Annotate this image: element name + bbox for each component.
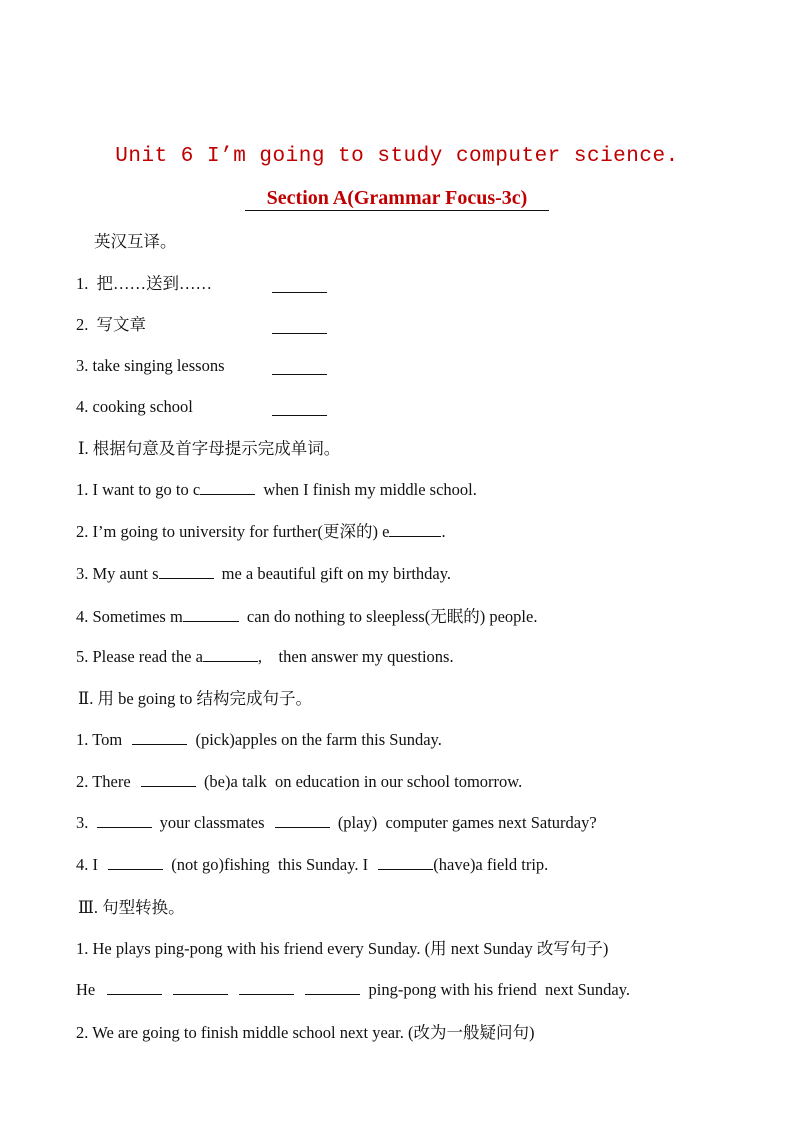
section-2-heading: Ⅱ. 用 be going to 结构完成句子。	[78, 689, 312, 708]
section-1-question-2	[76, 521, 446, 543]
answer-blank[interactable]	[97, 812, 152, 828]
page-subtitle	[0, 187, 794, 210]
intro-instruction: 英汉互译。	[94, 232, 177, 251]
section-3-question-1: 1. He plays ping-pong with his friend every Sunday. (用 next Sunday 改写句子)	[76, 939, 609, 958]
answer-blank[interactable]	[132, 729, 187, 745]
section-2-question-3	[76, 812, 597, 834]
translate-item-3	[76, 355, 225, 377]
section-1-question-4	[76, 606, 537, 628]
question-text: 4. I	[76, 855, 103, 874]
answer-blank[interactable]	[173, 979, 228, 995]
answer-blank[interactable]	[378, 854, 433, 870]
question-text: 2. I’m going to university for further(更深的) e	[76, 522, 390, 541]
section-1-question-3	[76, 563, 451, 585]
item-text: take singing lessons	[92, 356, 225, 375]
page-title: Unit 6 I’m going to study computer science.	[115, 145, 679, 168]
section-1-question-1	[76, 479, 477, 501]
answer-blank[interactable]	[305, 979, 360, 995]
question-text: 1. Tom	[76, 730, 127, 749]
question-text: 1. I want to go to c	[76, 480, 201, 499]
item-number: 2.	[76, 315, 89, 334]
section-2-question-4	[76, 854, 548, 876]
answer-blank[interactable]	[272, 359, 327, 375]
question-text: (be)a talk on education in our school tomorrow.	[199, 772, 523, 791]
item-text: cooking school	[92, 397, 193, 416]
answer-blank[interactable]	[272, 400, 327, 416]
item-number: 3.	[76, 356, 89, 375]
answer-blank[interactable]	[200, 479, 255, 495]
section-2-question-1	[76, 729, 442, 751]
answer-blank[interactable]	[389, 521, 441, 537]
question-text: me a beautiful gift on my birthday.	[217, 564, 452, 583]
question-text: (not go)fishing this Sunday. I	[167, 855, 373, 874]
question-text: 3. My aunt s	[76, 564, 159, 583]
question-text: (pick)apples on the farm this Sunday.	[191, 730, 442, 749]
item-text: 把……送到……	[96, 274, 212, 293]
item-number: 4.	[76, 397, 89, 416]
answer-prefix: He	[76, 980, 100, 999]
question-text: .	[441, 522, 446, 541]
answer-blank[interactable]	[108, 854, 163, 870]
question-text: 5. Please read the a	[76, 647, 203, 666]
question-text: can do nothing to sleepless(无眠的) people.	[242, 607, 538, 626]
section-2-question-2	[76, 771, 522, 793]
question-text: 2. There	[76, 772, 135, 791]
section-3-heading: Ⅲ. 句型转换。	[78, 898, 185, 917]
translate-item-2	[76, 314, 146, 336]
translate-item-4	[76, 396, 193, 418]
answer-blank[interactable]	[275, 812, 330, 828]
question-text: , then answer my questions.	[257, 647, 454, 666]
answer-blank[interactable]	[272, 277, 327, 293]
question-text: 3.	[76, 813, 93, 832]
section-1-heading: Ⅰ. 根据句意及首字母提示完成单词。	[78, 439, 341, 458]
section-3-question-2: 2. We are going to finish middle school next year. (改为一般疑问句)	[76, 1023, 535, 1042]
translate-item-1	[76, 273, 212, 295]
answer-blank[interactable]	[141, 771, 196, 787]
answer-blank[interactable]	[159, 563, 214, 579]
answer-suffix: ping-pong with his friend next Sunday.	[364, 980, 631, 999]
question-text: (have)a field trip.	[433, 855, 549, 874]
answer-blank[interactable]	[239, 979, 294, 995]
item-number: 1.	[76, 274, 89, 293]
question-text: your classmates	[155, 813, 269, 832]
item-text: 写文章	[96, 315, 146, 334]
section-3-answer-line-1	[76, 979, 630, 1001]
answer-blank[interactable]	[183, 606, 239, 622]
answer-blank[interactable]	[203, 646, 258, 662]
question-text: (play) computer games next Saturday?	[333, 813, 597, 832]
answer-blank[interactable]	[107, 979, 162, 995]
answer-blank[interactable]	[272, 318, 327, 334]
subtitle-text: Section A(Grammar Focus-3c)	[245, 187, 550, 211]
question-text: 4. Sometimes m	[76, 607, 183, 626]
section-1-question-5	[76, 646, 454, 668]
question-text: when I finish my middle school.	[259, 480, 477, 499]
